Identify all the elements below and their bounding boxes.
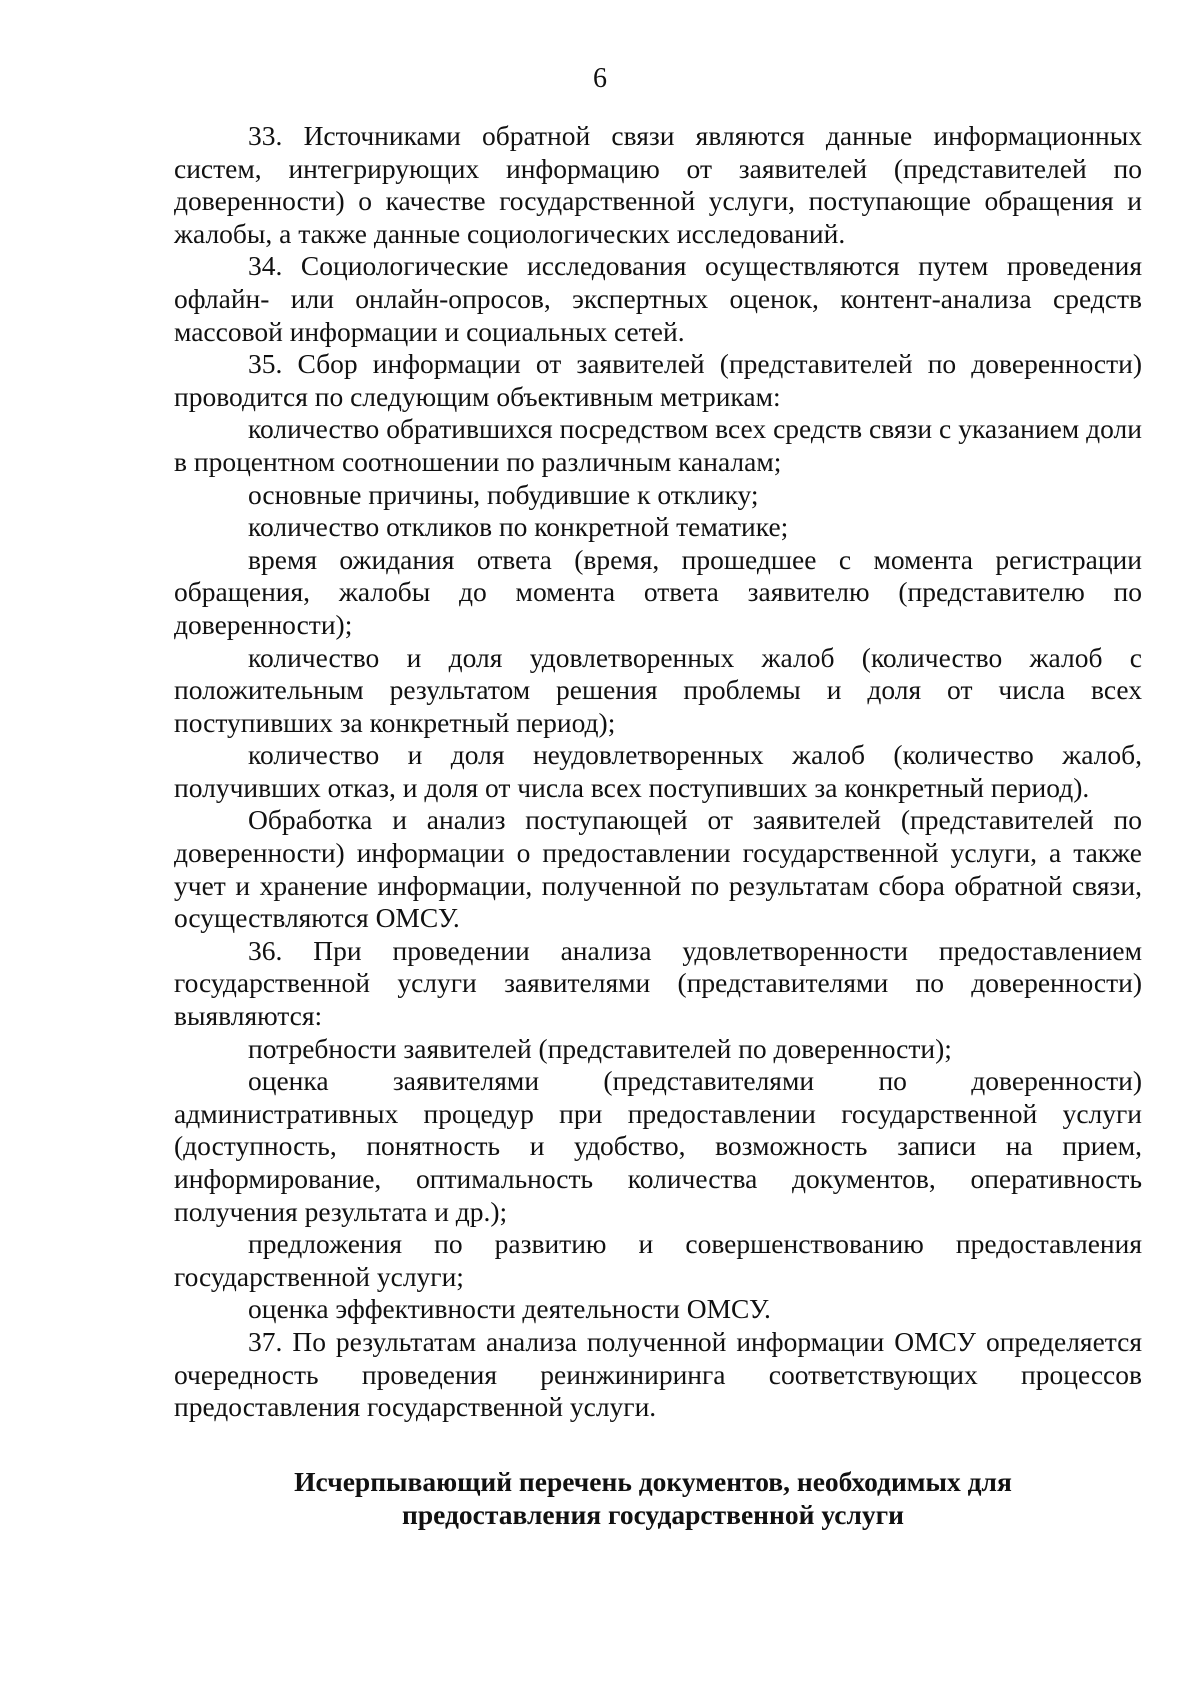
analysis-item: оценка заявителями (представителями по доверенности) административных процедур при предоставлении государственной услуги (доступность, понятность и удобство, возможность записи на прием, информирование, оптимальность количества документов, оперативность получения результата и др.); [174,1065,1142,1227]
section-heading [174,1465,1142,1531]
heading-line-1: Исчерпывающий перечень документов, необходимых для [294,1465,1012,1497]
analysis-item: предложения по развитию и совершенствованию предоставления государственной услуги; [174,1228,1142,1292]
analysis-item: потребности заявителей (представителей по доверенности); [248,1032,952,1064]
metric-item: время ожидания ответа (время, прошедшее с момента регистрации обращения, жалобы до момента ответа заявителю (представителю по доверенности); [174,543,1142,640]
processing-paragraph: Обработка и анализ поступающей от заявителей (представителей по доверенности) информации о предоставлении государственной услуги, а также учет и хранение информации, полученной по результатам сбора обратной связи, осуществляются ОМСУ. [174,804,1142,934]
page-number: 6 [593,63,607,94]
analysis-item: оценка эффективности деятельности ОМСУ. [248,1293,771,1325]
paragraph-35: 35. Сбор информации от заявителей (представителей по доверенности) проводится по следующим объективным метрикам: [174,348,1142,412]
paragraph-36: 36. При проведении анализа удовлетворенности предоставлением государственной услуги заявителями (представителями по доверенности) выявляются: [174,934,1142,1032]
document-body [174,120,1142,1424]
metric-item: количество и доля удовлетворенных жалоб (количество жалоб с положительным результатом решения проблемы и доля от числа всех поступивших за конкретный период); [174,641,1142,738]
paragraph-33: 33. Источниками обратной связи являются данные информационных систем, интегрирующих информацию от заявителей (представителей по доверенности) о качестве государственной услуги, поступающие обращения и жалобы, а также данные социологических исследований. [174,120,1142,249]
heading-line-2: предоставления государственной услуги [402,1498,904,1530]
metric-item: количество откликов по конкретной тематике; [248,511,789,543]
metric-item: количество обратившихся посредством всех средств связи с указанием доли в процентном соотношении по различным каналам; [174,413,1142,477]
paragraph-34: 34. Социологические исследования осуществляются путем проведения офлайн- или онлайн-опросов, экспертных оценок, контент-анализа средств массовой информации и социальных сетей. [174,250,1142,347]
metric-item: количество и доля неудовлетворенных жалоб (количество жалоб, получивших отказ, и доля от числа всех поступивших за конкретный период). [174,739,1142,803]
metric-item: основные причины, побудившие к отклику; [248,478,759,510]
paragraph-37: 37. По результатам анализа полученной информации ОМСУ определяется очередность проведения реинжиниринга соответствующих процессов предоставления государственной услуги. [174,1325,1142,1423]
